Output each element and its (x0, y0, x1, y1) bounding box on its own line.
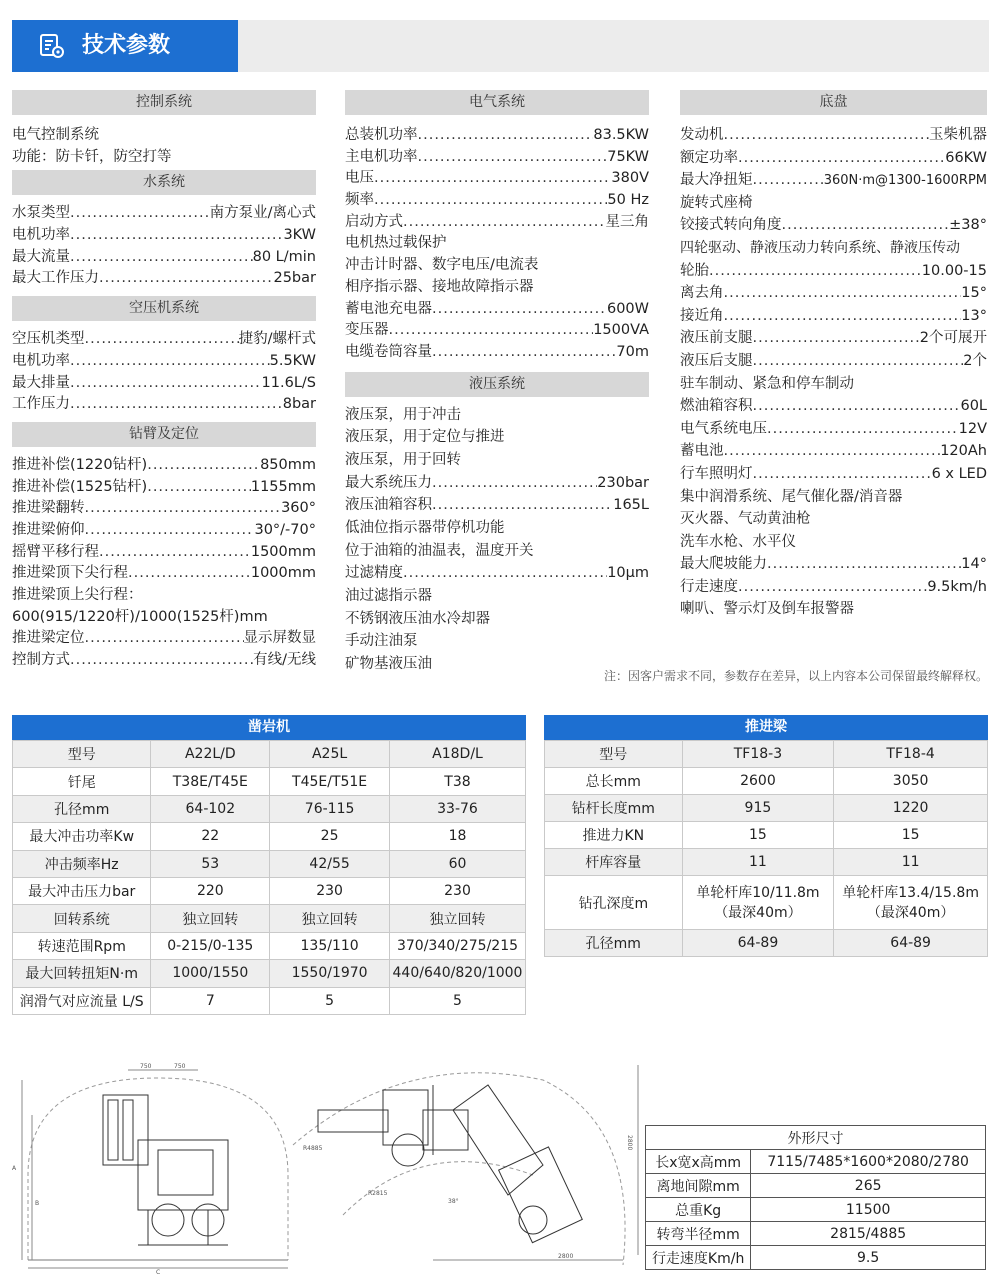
spec-row: 液压前支腿 ..... 2个可展开 (680, 328, 987, 351)
value-cell: 135/110 (270, 932, 390, 959)
spec-line: 矿物基液压油 (345, 656, 432, 673)
spec-row: 水泵类型 ..... 南方泵业/离心式 (12, 203, 316, 225)
value-cell: T38E/T45E (151, 768, 270, 795)
value-cell: 9.5 (751, 1246, 986, 1270)
value-cell: 22 (151, 823, 270, 850)
spec-row: 变压器 ..... 1500VA (345, 320, 649, 342)
table-row (545, 795, 988, 822)
spec-line: 液压泵，用于回转 (345, 451, 461, 468)
spec-row: 最大爬坡能力 ..... 14° (680, 554, 987, 577)
spec-row: 蓄电池充电器 ..... 600W (345, 299, 649, 321)
header-accent (12, 20, 238, 72)
dim-label-angle: 38° (448, 1198, 459, 1205)
spec-row: 电机功率 ..... 5.5KW (12, 351, 316, 373)
spec-row: 额定功率 ..... 66KW (680, 148, 987, 171)
section-heading: 空压机系统 (12, 296, 316, 321)
value-cell: 15 (834, 822, 988, 849)
spec-row: 电缆卷筒容量 ..... 70m (345, 342, 649, 364)
disclaimer-note: 注：因客户需求不同，参数存在差异，以上内容本公司保留最终解释权。 (603, 669, 988, 683)
value-cell: T45E/T51E (270, 768, 390, 795)
row-label-cell: 最大冲击压力bar (13, 877, 151, 904)
value-cell: 独立回转 (270, 905, 390, 932)
value-cell: A25L (270, 741, 390, 768)
row-label-cell: 长x宽x高mm (646, 1150, 751, 1174)
dim-label-750-left: 750 (140, 1063, 152, 1070)
table-row (646, 1198, 986, 1222)
spec-line: 电机热过载保护 (345, 235, 447, 252)
spec-row: 最大排量 ..... 11.6L/S (12, 373, 316, 395)
dimensions-grid (645, 1125, 986, 1270)
value-cell: 7 (151, 987, 270, 1014)
rock-drill-grid (12, 740, 526, 1015)
section-heading: 底盘 (680, 90, 987, 115)
table-row (545, 741, 988, 768)
dim-label-r4885: R4885 (303, 1145, 323, 1152)
spec-row: 推进梁定位 ..... 显示屏数显 (12, 628, 316, 650)
spec-line: 液压泵，用于冲击 (345, 406, 461, 423)
spec-row: 轮胎 ..... 10.00-15 (680, 261, 987, 284)
value-cell: 53 (151, 850, 270, 877)
table-row (13, 960, 526, 987)
spec-line: 洗车水枪、水平仪 (680, 533, 796, 550)
value-cell: 独立回转 (389, 905, 525, 932)
table-title: 推进梁 (544, 715, 988, 740)
row-label-cell: 行走速度Km/h (646, 1246, 751, 1270)
section-heading: 钻臂及定位 (12, 422, 316, 447)
value-cell: 915 (682, 795, 834, 822)
column-3 (680, 90, 987, 622)
spec-line: 功能：防卡钎，防空打等 (12, 148, 172, 165)
value-cell: 1550/1970 (270, 960, 390, 987)
value-cell: 3050 (834, 768, 988, 795)
spec-line: 液压泵，用于定位与推进 (345, 429, 505, 446)
section-heading: 电气系统 (345, 90, 649, 115)
value-cell: 0-215/0-135 (151, 932, 270, 959)
spec-line: 600(915/1220杆)/1000(1525杆)mm (12, 608, 268, 625)
spec-row: 离去角 ..... 15° (680, 283, 987, 306)
spec-line: 推进梁顶上尖行程： (12, 587, 143, 603)
spec-line: 手动注油泵 (345, 633, 418, 650)
spec-row: 频率 ..... 50 Hz (345, 190, 649, 212)
table-row (545, 930, 988, 957)
table-row (13, 877, 526, 904)
column-2 (345, 90, 649, 677)
value-cell: A18D/L (389, 741, 525, 768)
value-cell: 220 (151, 877, 270, 904)
row-label-cell: 冲击频率Hz (13, 850, 151, 877)
dim-label-a: A (12, 1165, 17, 1172)
spec-row: 主电机功率 ..... 75KW (345, 147, 649, 169)
value-cell: T38 (389, 768, 525, 795)
value-cell: 5 (389, 987, 525, 1014)
spec-line: 冲击计时器、数字电压/电流表 (345, 257, 539, 274)
spec-row: 液压后支腿 ..... 2个 (680, 351, 987, 374)
spec-row: 电气系统电压 ..... 12V (680, 419, 987, 442)
value-cell: 2600 (682, 768, 834, 795)
spec-line: 位于油箱的油温表，温度开关 (345, 542, 534, 559)
spec-row: 推进补偿(1220钻杆) ..... 850mm (12, 455, 316, 477)
section-heading: 液压系统 (345, 372, 649, 397)
spec-row: 过滤精度 ..... 10μm (345, 563, 649, 586)
spec-row: 行车照明灯 ..... 6 x LED (680, 464, 987, 487)
spec-row: 最大系统压力 ..... 230bar (345, 473, 649, 496)
dim-label-r2815: R2815 (368, 1190, 388, 1197)
value-cell: 230 (389, 877, 525, 904)
spec-row: 控制方式 ..... 有线/无线 (12, 650, 316, 672)
spec-line: 电气控制系统 (12, 127, 99, 143)
row-label-cell: 离地间隙mm (646, 1174, 751, 1198)
table-row (545, 876, 988, 930)
value-cell: A22L/D (151, 741, 270, 768)
value-cell: 60 (389, 850, 525, 877)
spec-row: 最大流量 ..... 80 L/min (12, 247, 316, 269)
spec-line: 驻车制动、紧急和停车制动 (680, 375, 854, 392)
spec-line: 低油位指示器带停机功能 (345, 520, 505, 536)
spec-row: 最大工作压力 ..... 25bar (12, 268, 316, 290)
value-cell: 1220 (834, 795, 988, 822)
dimensions-title: 外形尺寸 (646, 1126, 986, 1150)
machine-front-view-drawing (8, 1060, 308, 1275)
column-1 (12, 90, 316, 672)
value-cell: 230 (270, 877, 390, 904)
row-label-cell: 总长mm (545, 768, 683, 795)
section-heading: 控制系统 (12, 90, 316, 115)
table-row (13, 850, 526, 877)
value-cell: 76-115 (270, 795, 390, 822)
row-label-cell: 钻孔深度m (545, 876, 683, 930)
feed-beam-table (544, 715, 988, 957)
row-label-cell: 最大冲击功率Kw (13, 823, 151, 850)
row-label-cell: 钻杆长度mm (545, 795, 683, 822)
value-cell: 370/340/275/215 (389, 932, 525, 959)
row-label-cell: 孔径mm (545, 930, 683, 957)
spec-line: 灭火器、气动黄油枪 (680, 511, 811, 528)
spec-row: 工作压力 ..... 8bar (12, 394, 316, 416)
row-label-cell: 型号 (13, 741, 151, 768)
table-row (646, 1222, 986, 1246)
spec-row: 摇臂平移行程 ..... 1500mm (12, 542, 316, 564)
row-label-cell: 孔径mm (13, 795, 151, 822)
table-row (646, 1174, 986, 1198)
value-cell: 18 (389, 823, 525, 850)
table-row (545, 849, 988, 876)
spec-line: 四轮驱动、静液压动力转向系统、静液压传动 (680, 239, 960, 256)
dim-label-c: C (156, 1269, 161, 1275)
value-cell: 11 (682, 849, 834, 876)
row-label-cell: 总重Kg (646, 1198, 751, 1222)
spec-row: 燃油箱容积 ..... 60L (680, 396, 987, 419)
value-cell: 单轮杆库13.4/15.8m （最深40m） (834, 876, 988, 930)
spec-line: 油过滤指示器 (345, 588, 432, 605)
value-cell: 独立回转 (151, 905, 270, 932)
rock-drill-table (12, 715, 526, 1015)
row-label-cell: 型号 (545, 741, 683, 768)
spec-row: 电机功率 ..... 3KW (12, 225, 316, 247)
dim-label-750-right: 750 (174, 1063, 186, 1070)
row-label-cell: 钎尾 (13, 768, 151, 795)
spec-row: 推进梁顶下尖行程 ..... 1000mm (12, 563, 316, 585)
table-row (13, 741, 526, 768)
row-label-cell: 转速范围Rpm (13, 932, 151, 959)
page-title: 技术参数 (82, 33, 171, 58)
feed-beam-grid (544, 740, 988, 957)
spec-row: 空压机类型 ..... 捷豹/螺杆式 (12, 329, 316, 351)
table-row (646, 1246, 986, 1270)
spec-line: 喇叭、警示灯及倒车报警器 (680, 601, 854, 618)
value-cell: 单轮杆库10/11.8m （最深40m） (682, 876, 834, 930)
value-cell: 11500 (751, 1198, 986, 1222)
row-label-cell: 推进力KN (545, 822, 683, 849)
table-row (545, 768, 988, 795)
dim-label-height: 2800 (626, 1135, 633, 1151)
table-row (13, 823, 526, 850)
value-cell: 11 (834, 849, 988, 876)
value-cell: 42/55 (270, 850, 390, 877)
spec-row: 行走速度 ..... 9.5km/h (680, 577, 987, 600)
spec-row: 推进梁俯仰 ..... 30°/-70° (12, 520, 316, 542)
table-title: 凿岩机 (12, 715, 526, 740)
row-label-cell: 回转系统 (13, 905, 151, 932)
spec-line: 不锈钢液压油水冷却器 (345, 610, 490, 627)
value-cell: TF18-3 (682, 741, 834, 768)
table-row (13, 795, 526, 822)
table-row (13, 768, 526, 795)
table-row (13, 987, 526, 1014)
document-settings-icon (38, 32, 66, 60)
spec-line: 相序指示器、接地故障指示器 (345, 278, 534, 295)
spec-row: 启动方式 ..... 星三角 (345, 212, 649, 234)
dimensions-table (645, 1125, 986, 1270)
table-row (13, 932, 526, 959)
spec-row: 最大净扭矩 ..... 360N·m@1300-1600RPM (680, 170, 987, 193)
dim-label-b: B (35, 1200, 40, 1207)
value-cell: 15 (682, 822, 834, 849)
value-cell: 25 (270, 823, 390, 850)
value-cell: 7115/7485*1600*2080/2780 (751, 1150, 986, 1174)
value-cell: 64-89 (682, 930, 834, 957)
spec-row: 蓄电池 ..... 120Ah (680, 441, 987, 464)
spec-line: 旋转式座椅 (680, 194, 753, 211)
row-label-cell: 杆库容量 (545, 849, 683, 876)
value-cell: 64-89 (834, 930, 988, 957)
value-cell: 2815/4885 (751, 1222, 986, 1246)
value-cell: 5 (270, 987, 390, 1014)
spec-line: 集中润滑系统、尾气催化器/消音器 (680, 488, 903, 505)
spec-row: 发动机 ..... 玉柴机器 (680, 125, 987, 148)
value-cell: 1000/1550 (151, 960, 270, 987)
value-cell: TF18-4 (834, 741, 988, 768)
section-heading: 水系统 (12, 170, 316, 195)
table-row (13, 905, 526, 932)
row-label-cell: 转弯半径mm (646, 1222, 751, 1246)
spec-row: 电压 ..... 380V (345, 168, 649, 190)
spec-row: 推进补偿(1525钻杆) ..... 1155mm (12, 477, 316, 499)
row-label-cell: 最大回转扭矩N·m (13, 960, 151, 987)
spec-row: 推进梁翻转 ..... 360° (12, 498, 316, 520)
header-banner (12, 20, 989, 72)
spec-row: 总装机功率 ..... 83.5KW (345, 125, 649, 147)
value-cell: 265 (751, 1174, 986, 1198)
value-cell: 64-102 (151, 795, 270, 822)
turning-radius-drawing (283, 1055, 643, 1275)
table-row (545, 822, 988, 849)
spec-row: 接近角 ..... 13° (680, 306, 987, 329)
table-row (646, 1150, 986, 1174)
value-cell: 440/640/820/1000 (389, 960, 525, 987)
dim-label-width: 2800 (558, 1253, 574, 1260)
spec-row: 液压油箱容积 ..... 165L (345, 495, 649, 518)
spec-row: 铰接式转向角度 ..... ±38° (680, 215, 987, 238)
value-cell: 33-76 (389, 795, 525, 822)
row-label-cell: 润滑气对应流量 L/S (13, 987, 151, 1014)
